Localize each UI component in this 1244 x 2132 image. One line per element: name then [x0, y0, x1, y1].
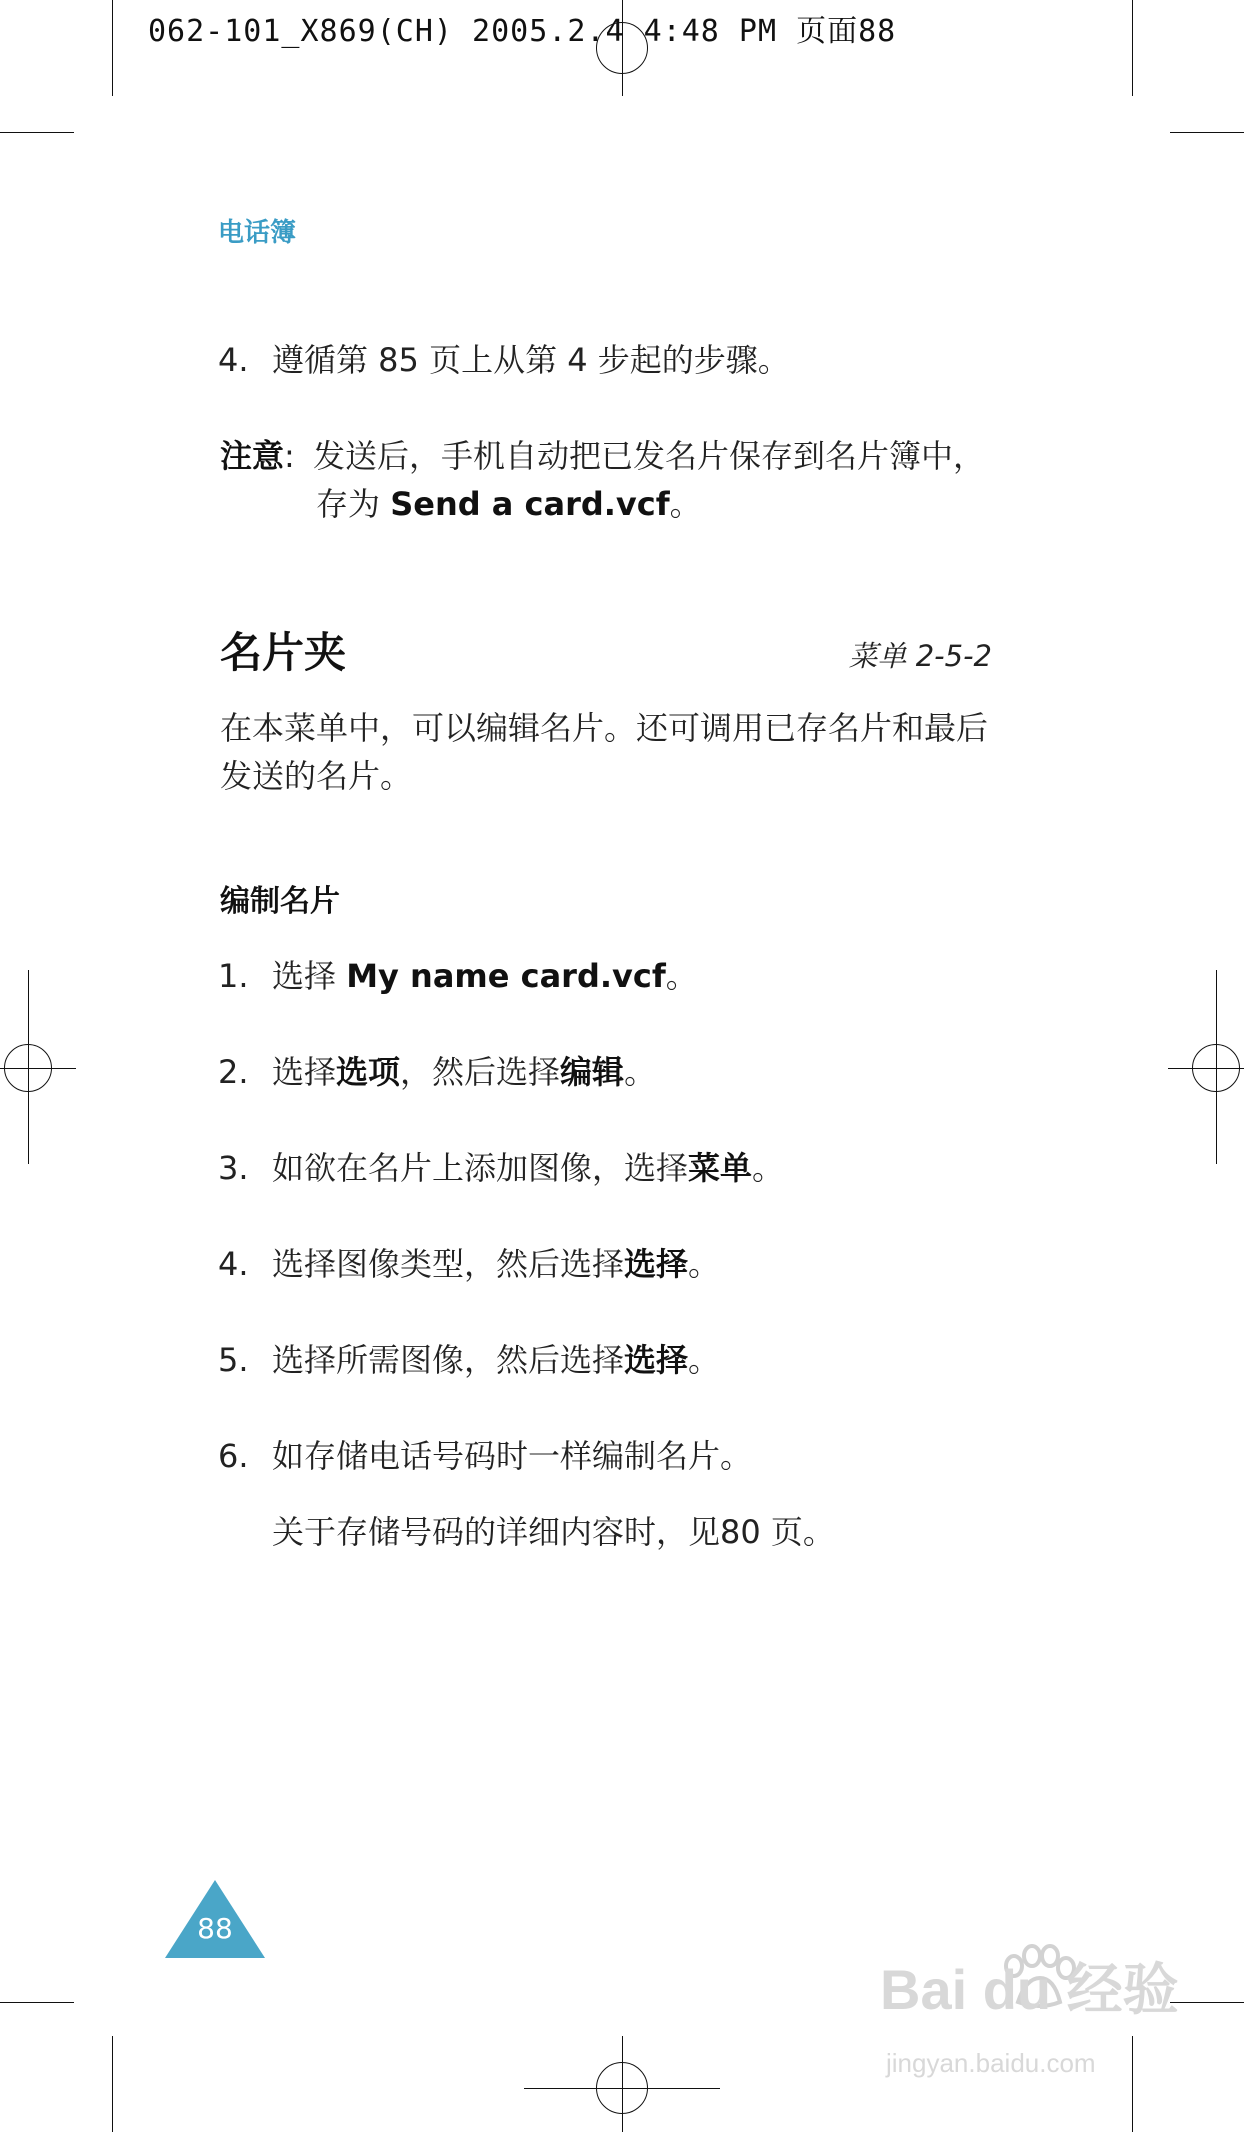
step-number: 1.	[218, 957, 249, 995]
list-item: 6. 如存储电话号码时一样编制名片。	[218, 1432, 752, 1480]
list-item: 1. 选择 My name card.vcf。	[218, 952, 698, 1000]
print-slug: 062-101_X869(CH) 2005.2.4 4:48 PM 页面88	[148, 14, 897, 49]
watermark-brand: Bai du 经验	[880, 1958, 1179, 2021]
list-item: 4. 选择图像类型，然后选择选择。	[218, 1240, 720, 1288]
intro-line-2: 发送的名片。	[220, 757, 413, 795]
note-line-2: 存为 Send a card.vcf。	[316, 485, 702, 523]
step-number: 2.	[218, 1053, 249, 1091]
note-colon: :	[284, 437, 295, 475]
step-item	[218, 336, 790, 384]
list-item: 5. 选择所需图像，然后选择选择。	[218, 1336, 720, 1384]
registration-mark-icon	[4, 1044, 52, 1092]
list-item: 2. 选择选项，然后选择编辑。	[218, 1048, 656, 1096]
menu-reference: 菜单 2-5-2	[848, 639, 992, 673]
step-number: 3.	[218, 1149, 249, 1187]
section-header: 电话簿	[218, 218, 297, 248]
step-note: 关于存储号码的详细内容时，见80 页。	[272, 1513, 835, 1551]
step-number: 4.	[218, 1245, 249, 1283]
registration-mark-icon	[596, 2062, 648, 2114]
page-number: 88	[197, 1912, 233, 1945]
step-text: 遵循第 85 页上从第 4 步起的步骤。	[272, 341, 790, 379]
note-text: 发送后，手机自动把已发名片保存到名片簿中，	[312, 437, 985, 475]
note-line-1	[220, 432, 985, 480]
step-number: 5.	[218, 1341, 249, 1379]
step-number: 6.	[218, 1437, 249, 1475]
subheading: 编制名片	[220, 884, 340, 919]
step-number: 4.	[218, 341, 249, 379]
intro-line-1: 在本菜单中，可以编辑名片。还可调用已存名片和最后	[220, 709, 989, 747]
registration-mark-icon	[1192, 1044, 1240, 1092]
list-item: 3. 如欲在名片上添加图像，选择菜单。	[218, 1144, 784, 1192]
page-title: 名片夹	[220, 628, 347, 677]
watermark-url: jingyan.baidu.com	[886, 2048, 1096, 2078]
note-filename: Send a card.vcf	[390, 485, 670, 523]
note-label: 注意	[220, 437, 285, 475]
